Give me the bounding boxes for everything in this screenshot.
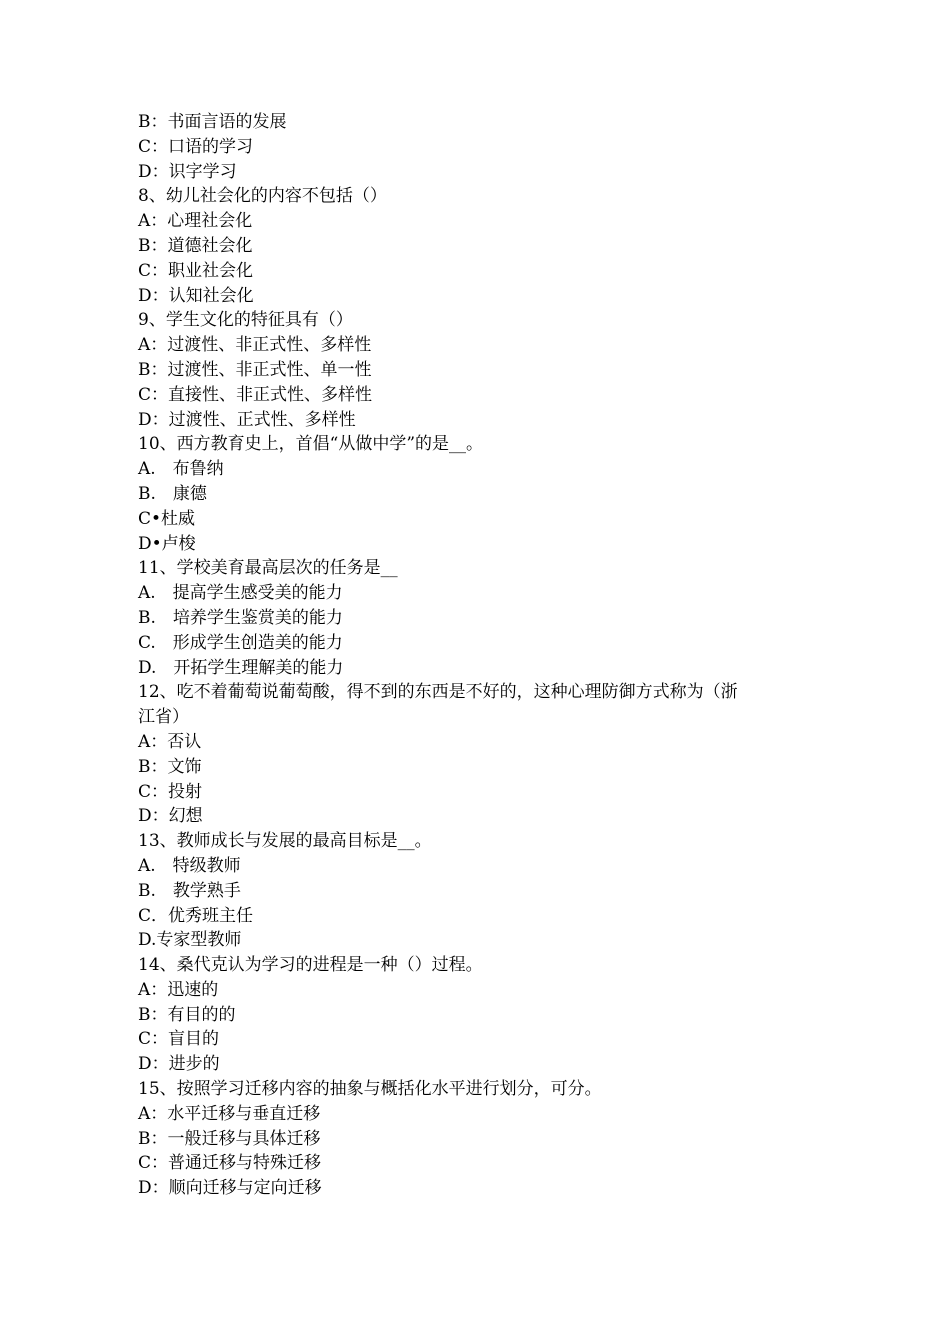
question-12-option-d: D：幻想	[138, 806, 203, 827]
question-13-option-a: A. 特级教师	[138, 855, 241, 876]
question-14-option-c: C：盲目的	[138, 1029, 220, 1050]
question-10-option-a: A. 布鲁纳	[138, 459, 224, 480]
option-d-literacy: D：识字学习	[138, 161, 237, 182]
question-11-option-a: A. 提高学生感受美的能力	[138, 583, 343, 604]
question-15-option-d: D：顺向迁移与定向迁移	[138, 1178, 322, 1199]
document-page	[138, 110, 828, 1201]
question-9-option-a: A：过渡性、非正式性、多样性	[138, 335, 372, 356]
question-12-option-b: B：文饰	[138, 756, 202, 777]
question-13: 13、教师成长与发展的最高目标是__。	[138, 831, 432, 852]
question-15-option-b: B：一般迁移与具体迁移	[138, 1128, 321, 1149]
question-13-option-c: C．优秀班主任	[138, 905, 254, 926]
question-13-option-b: B. 教学熟手	[138, 880, 241, 901]
question-14-option-a: A：迅速的	[138, 979, 219, 1000]
question-12-option-a: A：否认	[138, 731, 202, 752]
question-11-option-c: C. 形成学生创造美的能力	[138, 632, 343, 653]
question-8: 8、幼儿社会化的内容不包括（）	[138, 186, 387, 207]
question-11-option-d: D. 开拓学生理解美的能力	[138, 657, 344, 678]
question-11-option-b: B. 培养学生鉴赏美的能力	[138, 607, 343, 628]
question-11: 11、学校美育最高层次的任务是__	[138, 558, 398, 579]
question-13-option-d: D.专家型教师	[138, 930, 242, 951]
question-8-option-d: D：认知社会化	[138, 285, 254, 306]
question-15-option-c: C：普通迁移与特殊迁移	[138, 1153, 322, 1174]
question-8-option-c: C：职业社会化	[138, 260, 254, 281]
question-8-option-b: B：道德社会化	[138, 235, 253, 256]
question-12-option-c: C：投射	[138, 781, 203, 802]
question-12-line-1: 12、吃不着葡萄说葡萄酸，得不到的东西是不好的，这种心理防御方式称为（浙	[138, 682, 738, 703]
option-b-written-language: B：书面言语的发展	[138, 112, 287, 132]
question-14-option-b: B：有目的的	[138, 1004, 236, 1025]
question-10-option-b: B. 康德	[138, 483, 207, 504]
question-8-option-a: A：心理社会化	[138, 211, 253, 232]
question-14-option-d: D：进步的	[138, 1054, 220, 1075]
question-15: 15、按照学习迁移内容的抽象与概括化水平进行划分，可分。	[138, 1079, 602, 1100]
question-9: 9、学生文化的特征具有（）	[138, 310, 353, 331]
question-9-option-b: B：过渡性、非正式性、单一性	[138, 359, 372, 380]
question-9-option-d: D：过渡性、正式性、多样性	[138, 409, 356, 430]
question-14: 14、桑代克认为学习的进程是一种（）过程。	[138, 955, 483, 976]
question-15-option-a: A：水平迁移与垂直迁移	[138, 1103, 321, 1124]
question-9-option-c: C：直接性、非正式性、多样性	[138, 384, 373, 405]
question-10-option-c: C•杜威	[138, 508, 196, 529]
question-12-line-2: 江省）	[138, 707, 189, 728]
question-10-option-d: D•卢梭	[138, 533, 196, 554]
option-c-oral-language: C：口语的学习	[138, 136, 254, 157]
question-10: 10、西方教育史上，首倡“从做中学”的是__。	[138, 434, 484, 455]
